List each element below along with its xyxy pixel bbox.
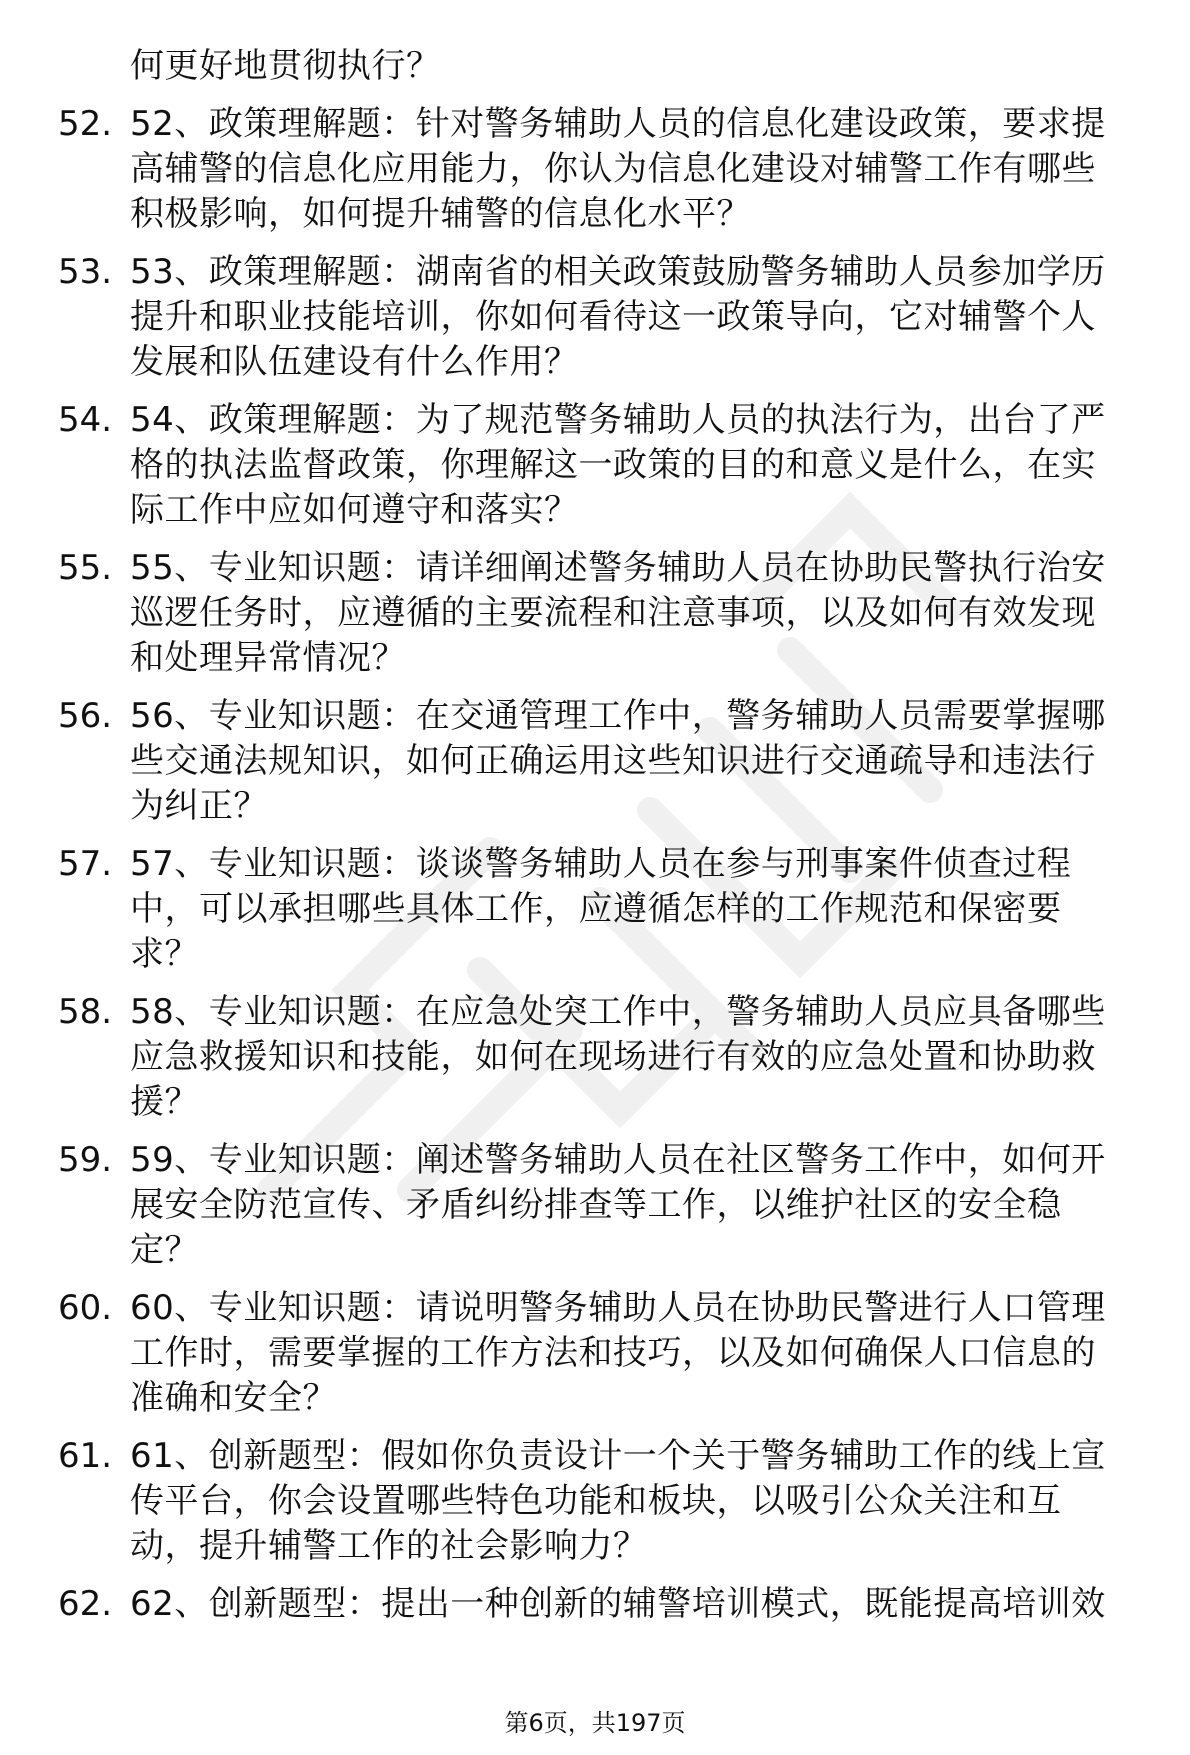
question-text-line: 58、专业知识题：在应急处突工作中，警务辅助人员应具备哪些	[130, 992, 1106, 1032]
question-text-line: 发展和队伍建设有什么作用？	[130, 342, 579, 382]
question-number: 55.	[58, 548, 113, 588]
question-item	[0, 1582, 1190, 1627]
question-number: 53.	[58, 252, 113, 292]
page-number-label: 第6页，共197页	[504, 1709, 686, 1737]
question-text-line: 展安全防范宣传、矛盾纠纷排查等工作，以维护社区的安全稳	[130, 1185, 1062, 1225]
question-number: 60.	[58, 1288, 113, 1328]
question-item	[0, 694, 1190, 829]
question-item	[0, 250, 1190, 385]
question-text-line: 为纠正？	[130, 786, 268, 826]
question-number: 56.	[58, 696, 113, 736]
question-text-line: 应急救援知识和技能，如何在现场进行有效的应急处置和协助救	[130, 1037, 1096, 1077]
question-text-line: 求？	[130, 934, 199, 974]
question-item	[0, 546, 1190, 681]
question-text-line: 动，提升辅警工作的社会影响力？	[130, 1526, 648, 1566]
question-text-line: 积极影响，如何提升辅警的信息化水平？	[130, 194, 751, 234]
question-item	[0, 1138, 1190, 1273]
question-list-content	[0, 44, 1190, 1627]
question-number: 54.	[58, 400, 113, 440]
question-text-line: 和处理异常情况？	[130, 638, 406, 678]
question-text-line: 60、专业知识题：请说明警务辅助人员在协助民警进行人口管理	[130, 1288, 1106, 1328]
question-text-line: 准确和安全？	[130, 1378, 337, 1418]
question-text-line: 际工作中应如何遵守和落实？	[130, 490, 579, 530]
question-number: 61.	[58, 1436, 113, 1476]
question-text-line: 57、专业知识题：谈谈警务辅助人员在参与刑事案件侦查过程	[130, 844, 1072, 884]
question-number: 57.	[58, 844, 113, 884]
question-number: 62.	[58, 1584, 113, 1624]
question-text-line: 56、专业知识题：在交通管理工作中，警务辅助人员需要掌握哪	[130, 696, 1106, 736]
question-list	[0, 102, 1190, 1627]
question-item	[0, 102, 1190, 237]
question-text-line: 援？	[130, 1082, 199, 1122]
question-text-line: 中，可以承担哪些具体工作，应遵循怎样的工作规范和保密要	[130, 889, 1062, 929]
question-item	[0, 398, 1190, 533]
question-text-line: 高辅警的信息化应用能力，你认为信息化建设对辅警工作有哪些	[130, 149, 1096, 189]
question-text-line: 55、专业知识题：请详细阐述警务辅助人员在协助民警执行治安	[130, 548, 1106, 588]
question-item	[0, 990, 1190, 1125]
question-number: 58.	[58, 992, 113, 1032]
question-text-line: 59、专业知识题：阐述警务辅助人员在社区警务工作中，如何开	[130, 1140, 1106, 1180]
question-item	[0, 1434, 1190, 1569]
question-text-line: 格的执法监督政策，你理解这一政策的目的和意义是什么，在实	[130, 445, 1096, 485]
question-text-line: 些交通法规知识，如何正确运用这些知识进行交通疏导和违法行	[130, 741, 1096, 781]
page-footer	[0, 1708, 1190, 1738]
question-text-line: 巡逻任务时，应遵循的主要流程和注意事项，以及如何有效发现	[130, 593, 1096, 633]
question-item	[0, 842, 1190, 977]
question-text-line: 61、创新题型：假如你负责设计一个关于警务辅助工作的线上宣	[130, 1436, 1106, 1476]
question-text-line: 传平台，你会设置哪些特色功能和板块，以吸引公众关注和互	[130, 1481, 1062, 1521]
question-text-line: 提升和职业技能培训，你如何看待这一政策导向，它对辅警个人	[130, 297, 1096, 337]
continuation-line: 何更好地贯彻执行？	[130, 46, 441, 86]
question-text-line: 54、政策理解题：为了规范警务辅助人员的执法行为，出台了严	[130, 400, 1106, 440]
question-text-line: 52、政策理解题：针对警务辅助人员的信息化建设政策，要求提	[130, 104, 1106, 144]
question-number: 59.	[58, 1140, 113, 1180]
question-item	[0, 1286, 1190, 1421]
question-text-line: 53、政策理解题：湖南省的相关政策鼓励警务辅助人员参加学历	[130, 252, 1106, 292]
question-text-line: 62、创新题型：提出一种创新的辅警培训模式，既能提高培训效	[130, 1584, 1106, 1624]
question-text-line: 定？	[130, 1230, 199, 1270]
question-number: 52.	[58, 104, 113, 144]
question-text-line: 工作时，需要掌握的工作方法和技巧，以及如何确保人口信息的	[130, 1333, 1096, 1373]
